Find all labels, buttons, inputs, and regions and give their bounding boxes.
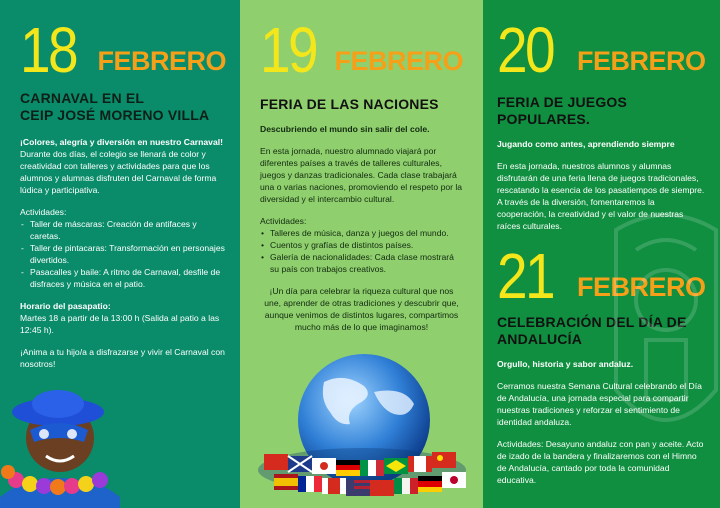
world-globe-flags-image xyxy=(254,352,472,502)
list-item: - Taller de pintacaras: Transformación en personajes divertidos. xyxy=(30,242,226,266)
panel-feria-naciones xyxy=(240,0,483,508)
intro-text: En esta jornada, nuestro alumnado viajará por diferentes países a través de talleres culturales, juegos y danzas tradicionales. Cada clase trabajará una o varias naciones, promoviendo el respeto por la diversidad y el intercambio cultural. xyxy=(260,146,463,204)
schedule-label: Horario del pasapatio: xyxy=(20,301,111,311)
date-heading xyxy=(260,14,463,86)
list-item: • Talleres de música, danza y juegos del mundo. xyxy=(270,227,463,239)
date-day: 18 xyxy=(20,14,77,86)
intro-text: Durante dos días, el colegio se llenará de color y creatividad con talleres y actividades para que los alumnos y alumnas disfruten del Carnaval de forma lúdica y participativa. xyxy=(20,149,217,195)
andalusia-shield-watermark xyxy=(606,190,720,490)
closing-text: ¡Un día para celebrar la riqueza cultural que nos une, aprender de otras tradiciones y descubrir que, aunque venimos de distintos lugares, compartimos mucho más de lo que imaginamos! xyxy=(264,286,459,332)
activities-list xyxy=(20,218,226,290)
date-month: FEBRERO xyxy=(577,272,706,302)
intro-text-2: Cerramos nuestra Semana Cultural celebrando el Día de Andalucía, una jornada especial para compartir nuestras tradiciones y reforzar el sentimiento de identidad andaluza. xyxy=(497,381,702,427)
list-item: • Galería de nacionalidades: Cada clase mostrará su país con trabajos creativos. xyxy=(270,251,463,275)
section-title: FERIA DE LAS NACIONES xyxy=(260,96,439,112)
panel-carnaval xyxy=(0,0,240,508)
date-heading xyxy=(497,14,706,86)
carnival-child-image xyxy=(0,368,120,508)
panel-juegos-andalucia xyxy=(483,0,720,508)
activities-text: Actividades: Desayuno andaluz con pan y aceite. Acto de izado de la bandera y finalizaremos con el Himno de Andalucía, cantado por toda la comunidad educativa. xyxy=(497,439,704,485)
schedule-text: Martes 18 a partir de la 13:00 h (Salida al patio a las 12:45 h). xyxy=(20,313,220,335)
date-month: FEBRERO xyxy=(577,46,706,76)
section-subtitle: ¡Colores, alegría y diversión en nuestro Carnaval! xyxy=(20,137,223,147)
closing-text: ¡Anima a tu hijo/a a disfrazarse y vivir el Carnaval con nosotros! xyxy=(20,347,225,369)
list-item: - Taller de máscaras: Creación de antifaces y caretas. xyxy=(30,218,226,242)
section-title-2: CELEBRACIÓN DEL DÍA DE ANDALUCÍA xyxy=(497,314,687,347)
section-subtitle-2: Orgullo, historia y sabor andaluz. xyxy=(497,359,634,369)
date-day: 19 xyxy=(260,14,317,86)
date-heading xyxy=(20,14,226,86)
section-title: CARNAVAL EN EL CEIP JOSÉ MORENO VILLA xyxy=(20,90,210,123)
section-subtitle: Jugando como antes, aprendiendo siempre xyxy=(497,139,675,149)
list-item: • Cuentos y grafías de distintos países. xyxy=(270,239,463,251)
date-day: 21 xyxy=(497,240,554,312)
list-item: - Pasacalles y baile: A ritmo de Carnaval, desfile de disfraces y música en el patio. xyxy=(30,266,226,290)
section-subtitle: Descubriendo el mundo sin salir del cole. xyxy=(260,124,430,134)
date-month: FEBRERO xyxy=(97,46,226,76)
activities-label: Actividades: xyxy=(20,207,67,217)
date-month: FEBRERO xyxy=(334,46,463,76)
date-day: 20 xyxy=(497,14,554,86)
activities-list xyxy=(260,227,463,275)
intro-text: En esta jornada, nuestros alumnos y alumnas disfrutarán de una feria llena de juegos tradicionales, rescatando la esencia de los pasatiempos de siempre. A través de la diversión, fomentaremos la cooperación, la creatividad y el valor de nuestras raíces culturales. xyxy=(497,161,705,231)
section-title: FERIA DE JUEGOS POPULARES. xyxy=(497,94,628,127)
activities-label: Actividades: xyxy=(260,216,307,226)
